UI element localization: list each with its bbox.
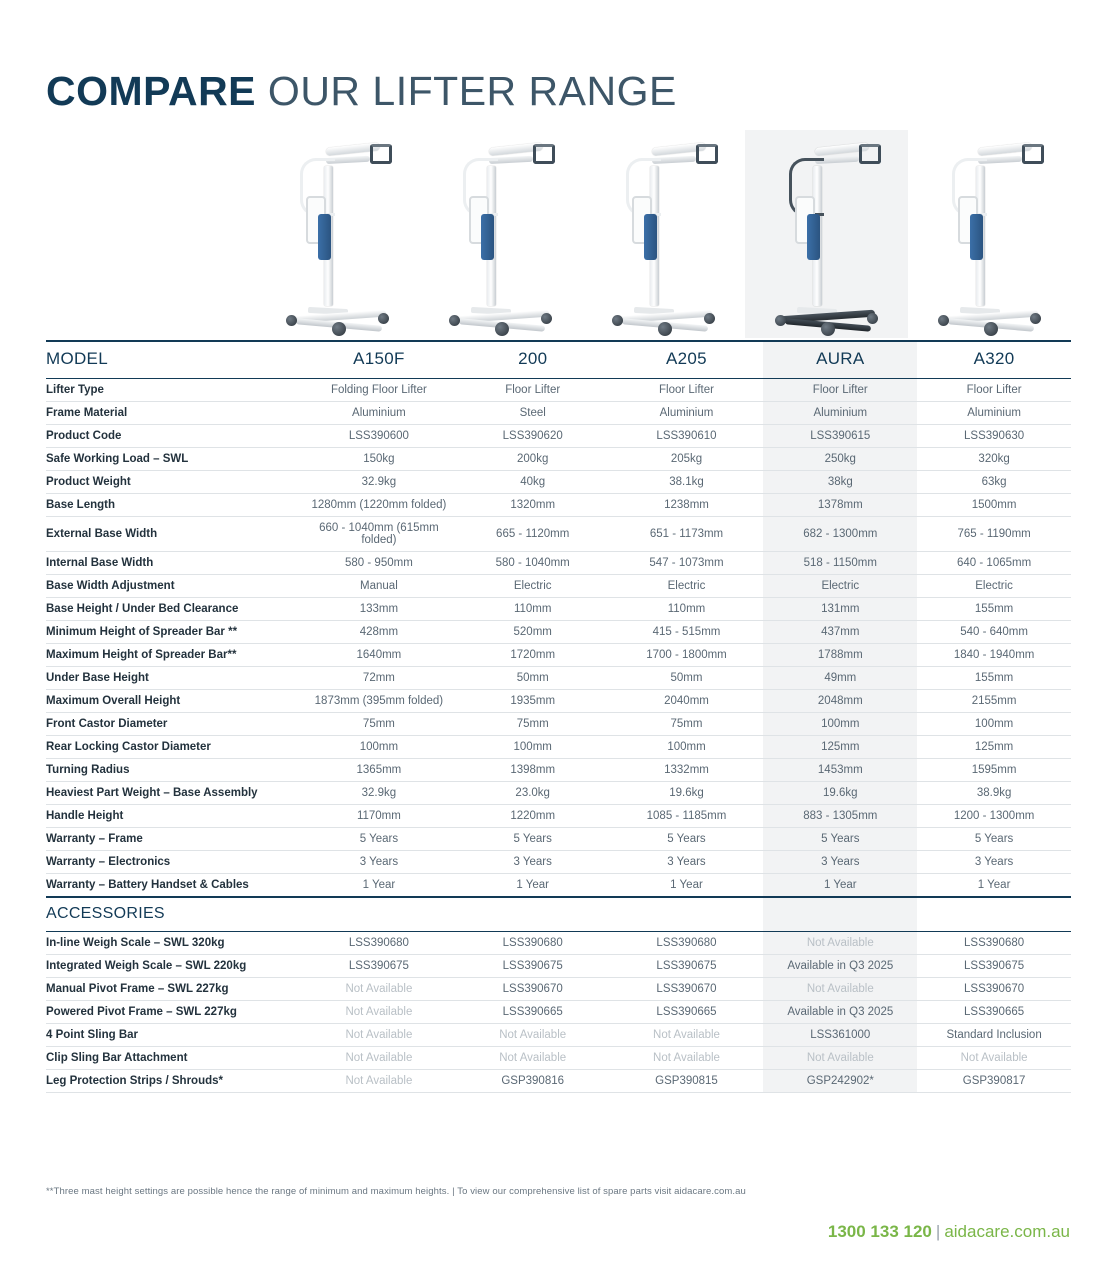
table-row [46, 713, 1071, 736]
table-row [46, 598, 1071, 621]
spec-value: LSS390630 [917, 425, 1071, 448]
spec-value: 38kg [763, 471, 917, 494]
spec-value: 1238mm [610, 494, 764, 517]
spec-value: 100mm [917, 713, 1071, 736]
table-row [46, 425, 1071, 448]
accessory-value: Not Available [456, 1047, 610, 1070]
accessories-title-spacer [763, 897, 917, 932]
accessory-value: LSS390680 [302, 932, 456, 955]
spec-label-frame-material: Frame Material [46, 402, 302, 425]
spec-value: 765 - 1190mm [917, 517, 1071, 552]
header-model-aura: AURA [763, 341, 917, 379]
spec-value: 72mm [302, 667, 456, 690]
spec-value: 660 - 1040mm (615mm folded) [302, 517, 456, 552]
spec-value: 520mm [456, 621, 610, 644]
spec-label-maximum-overall-height: Maximum Overall Height [46, 690, 302, 713]
spec-label-product-weight: Product Weight [46, 471, 302, 494]
table-row [46, 1047, 1071, 1070]
lifter-illustration-icon [767, 136, 887, 336]
spec-value: 3 Years [302, 851, 456, 874]
table-row [46, 805, 1071, 828]
footer-website[interactable]: aidacare.com.au [944, 1222, 1070, 1241]
spec-value: 3 Years [763, 851, 917, 874]
spec-label-warranty-electronics: Warranty – Electronics [46, 851, 302, 874]
table-row [46, 667, 1071, 690]
footer-phone[interactable]: 1300 133 120 [827, 1222, 932, 1241]
accessory-value: Not Available [610, 1024, 764, 1047]
table-row [46, 759, 1071, 782]
accessory-value: LSS390665 [917, 1001, 1071, 1024]
spec-value: 32.9kg [302, 471, 456, 494]
spec-value: 1 Year [610, 874, 764, 898]
spec-value: 665 - 1120mm [456, 517, 610, 552]
page-title [46, 68, 677, 115]
spec-value: 125mm [763, 736, 917, 759]
table-row [46, 932, 1071, 955]
spec-value: 651 - 1173mm [610, 517, 764, 552]
header-model-a205: A205 [610, 341, 764, 379]
spec-label-safe-working-load-swl: Safe Working Load – SWL [46, 448, 302, 471]
spec-value: 1 Year [763, 874, 917, 898]
accessories-title-spacer [917, 897, 1071, 932]
table-row [46, 1001, 1071, 1024]
accessory-value: Standard Inclusion [917, 1024, 1071, 1047]
page-title-light: OUR LIFTER RANGE [256, 68, 677, 114]
table-row [46, 1024, 1071, 1047]
spec-value: Manual [302, 575, 456, 598]
spec-value: Electric [917, 575, 1071, 598]
table-row [46, 690, 1071, 713]
spec-value: 5 Years [917, 828, 1071, 851]
table-row [46, 379, 1071, 402]
spec-value: 5 Years [763, 828, 917, 851]
spec-value: 75mm [456, 713, 610, 736]
spec-value: Aluminium [302, 402, 456, 425]
spec-value: 38.1kg [610, 471, 764, 494]
spec-value: 1085 - 1185mm [610, 805, 764, 828]
spec-label-turning-radius: Turning Radius [46, 759, 302, 782]
spec-value: 49mm [763, 667, 917, 690]
product-image-a150f [256, 130, 419, 338]
spec-label-heaviest-part-weight-base-assembly: Heaviest Part Weight – Base Assembly [46, 782, 302, 805]
spec-value: 200kg [456, 448, 610, 471]
product-image-a320 [908, 130, 1071, 338]
spec-value: Floor Lifter [456, 379, 610, 402]
spec-value: Aluminium [917, 402, 1071, 425]
spec-value: 1500mm [917, 494, 1071, 517]
accessory-label-in-line-weigh-scale-swl-320kg: In-line Weigh Scale – SWL 320kg [46, 932, 302, 955]
product-image-200 [419, 130, 582, 338]
spec-value: 1 Year [302, 874, 456, 898]
spec-label-base-width-adjustment: Base Width Adjustment [46, 575, 302, 598]
spec-value: Aluminium [610, 402, 764, 425]
spec-label-internal-base-width: Internal Base Width [46, 552, 302, 575]
spec-value: 155mm [917, 667, 1071, 690]
spec-value: 100mm [302, 736, 456, 759]
accessories-section-header [46, 897, 1071, 932]
header-model-200: 200 [456, 341, 610, 379]
accessory-value: Not Available [302, 1047, 456, 1070]
accessory-value: LSS390680 [917, 932, 1071, 955]
spec-value: 1595mm [917, 759, 1071, 782]
accessory-label-4-point-sling-bar: 4 Point Sling Bar [46, 1024, 302, 1047]
accessory-value: Not Available [302, 1001, 456, 1024]
spec-value: Folding Floor Lifter [302, 379, 456, 402]
accessory-value: GSP242902* [763, 1070, 917, 1093]
spec-value: 1873mm (395mm folded) [302, 690, 456, 713]
spec-value: LSS390620 [456, 425, 610, 448]
accessory-value: Not Available [917, 1047, 1071, 1070]
spec-value: 110mm [456, 598, 610, 621]
spec-label-lifter-type: Lifter Type [46, 379, 302, 402]
spec-value: 1200 - 1300mm [917, 805, 1071, 828]
table-header-row [46, 341, 1071, 379]
spec-value: 1170mm [302, 805, 456, 828]
spec-value: 19.6kg [610, 782, 764, 805]
spec-value: 1280mm (1220mm folded) [302, 494, 456, 517]
spec-value: 1788mm [763, 644, 917, 667]
spec-value: 150kg [302, 448, 456, 471]
spec-label-rear-locking-castor-diameter: Rear Locking Castor Diameter [46, 736, 302, 759]
spec-value: 2040mm [610, 690, 764, 713]
table-row [46, 851, 1071, 874]
spec-value: 50mm [610, 667, 764, 690]
spec-value: 5 Years [610, 828, 764, 851]
spec-value: 133mm [302, 598, 456, 621]
spec-value: Floor Lifter [917, 379, 1071, 402]
product-image-a205 [582, 130, 745, 338]
accessory-label-integrated-weigh-scale-swl-220kg: Integrated Weigh Scale – SWL 220kg [46, 955, 302, 978]
spec-value: Electric [610, 575, 764, 598]
footer-separator: | [935, 1222, 941, 1241]
table-row [46, 575, 1071, 598]
spec-value: 1220mm [456, 805, 610, 828]
accessory-value: Available in Q3 2025 [763, 1001, 917, 1024]
spec-value: 2048mm [763, 690, 917, 713]
accessory-value: Not Available [763, 1047, 917, 1070]
accessory-value: LSS390680 [610, 932, 764, 955]
accessory-value: LSS390665 [610, 1001, 764, 1024]
accessories-title-spacer [610, 897, 764, 932]
spec-value: LSS390600 [302, 425, 456, 448]
spec-value: LSS390615 [763, 425, 917, 448]
accessory-value: Not Available [302, 1024, 456, 1047]
accessory-value: LSS390670 [456, 978, 610, 1001]
accessory-value: LSS390665 [456, 1001, 610, 1024]
lifter-illustration-icon [930, 136, 1050, 336]
spec-value: 75mm [610, 713, 764, 736]
spec-value: 1378mm [763, 494, 917, 517]
accessory-value: GSP390817 [917, 1070, 1071, 1093]
spec-value: 1453mm [763, 759, 917, 782]
spec-value: 428mm [302, 621, 456, 644]
spec-value: 1935mm [456, 690, 610, 713]
spec-value: 1 Year [917, 874, 1071, 898]
spec-value: 3 Years [917, 851, 1071, 874]
product-image-row [256, 130, 1071, 338]
accessory-value: Not Available [763, 932, 917, 955]
table-row [46, 494, 1071, 517]
spec-value: Floor Lifter [763, 379, 917, 402]
spec-label-external-base-width: External Base Width [46, 517, 302, 552]
spec-value: 100mm [610, 736, 764, 759]
table-row [46, 978, 1071, 1001]
spec-label-minimum-height-of-spreader-bar: Minimum Height of Spreader Bar ** [46, 621, 302, 644]
accessory-value: GSP390816 [456, 1070, 610, 1093]
accessories-title: ACCESSORIES [46, 897, 302, 932]
spec-value: 1 Year [456, 874, 610, 898]
comparison-table-wrapper [46, 340, 1071, 1093]
accessory-value: Not Available [610, 1047, 764, 1070]
table-row [46, 552, 1071, 575]
spec-value: 63kg [917, 471, 1071, 494]
table-row [46, 621, 1071, 644]
spec-value: 5 Years [456, 828, 610, 851]
spec-value: 682 - 1300mm [763, 517, 917, 552]
footnote: **Three mast height settings are possible hence the range of minimum and maximum heights. | To view our comprehensive list of spare parts visit aidacare.com.au [46, 1186, 746, 1197]
spec-value: 1840 - 1940mm [917, 644, 1071, 667]
table-row [46, 448, 1071, 471]
spec-value: 640 - 1065mm [917, 552, 1071, 575]
spec-value: 155mm [917, 598, 1071, 621]
accessory-value: GSP390815 [610, 1070, 764, 1093]
accessory-label-leg-protection-strips-shrouds: Leg Protection Strips / Shrouds* [46, 1070, 302, 1093]
spec-value: 100mm [763, 713, 917, 736]
accessory-value: LSS390680 [456, 932, 610, 955]
spec-label-under-base-height: Under Base Height [46, 667, 302, 690]
spec-value: 437mm [763, 621, 917, 644]
spec-value: 1332mm [610, 759, 764, 782]
spec-value: 125mm [917, 736, 1071, 759]
spec-value: 40kg [456, 471, 610, 494]
accessory-value: LSS390675 [917, 955, 1071, 978]
spec-value: 50mm [456, 667, 610, 690]
header-label-model: MODEL [46, 341, 302, 379]
page-title-bold: COMPARE [46, 68, 257, 114]
spec-value: 5 Years [302, 828, 456, 851]
spec-label-maximum-height-of-spreader-bar: Maximum Height of Spreader Bar** [46, 644, 302, 667]
footer-contact [828, 1222, 1070, 1242]
spec-value: 205kg [610, 448, 764, 471]
spec-value: 38.9kg [917, 782, 1071, 805]
spec-value: Aluminium [763, 402, 917, 425]
header-model-a320: A320 [917, 341, 1071, 379]
accessory-value: LSS390670 [610, 978, 764, 1001]
table-row [46, 644, 1071, 667]
spec-value: Steel [456, 402, 610, 425]
spec-value: 100mm [456, 736, 610, 759]
header-model-a150f: A150F [302, 341, 456, 379]
spec-value: 110mm [610, 598, 764, 621]
lifter-illustration-icon [604, 136, 724, 336]
spec-value: 320kg [917, 448, 1071, 471]
accessory-value: Not Available [456, 1024, 610, 1047]
accessory-value: Not Available [302, 978, 456, 1001]
table-row [46, 874, 1071, 898]
spec-value: 1720mm [456, 644, 610, 667]
accessory-label-clip-sling-bar-attachment: Clip Sling Bar Attachment [46, 1047, 302, 1070]
accessory-label-powered-pivot-frame-swl-227kg: Powered Pivot Frame – SWL 227kg [46, 1001, 302, 1024]
table-row [46, 828, 1071, 851]
spec-value: 415 - 515mm [610, 621, 764, 644]
lifter-illustration-icon [441, 136, 561, 336]
lifter-illustration-icon [278, 136, 398, 336]
spec-value: 1398mm [456, 759, 610, 782]
table-row [46, 517, 1071, 552]
spec-value: 580 - 1040mm [456, 552, 610, 575]
spec-value: 580 - 950mm [302, 552, 456, 575]
spec-value: 23.0kg [456, 782, 610, 805]
spec-value: 540 - 640mm [917, 621, 1071, 644]
spec-value: Electric [456, 575, 610, 598]
accessory-value: LSS390675 [302, 955, 456, 978]
spec-label-handle-height: Handle Height [46, 805, 302, 828]
spec-value: 75mm [302, 713, 456, 736]
accessories-title-spacer [456, 897, 610, 932]
spec-value: 1640mm [302, 644, 456, 667]
accessory-value: LSS361000 [763, 1024, 917, 1047]
spec-value: 3 Years [456, 851, 610, 874]
spec-value: 1320mm [456, 494, 610, 517]
spec-value: 518 - 1150mm [763, 552, 917, 575]
accessory-value: LSS390675 [610, 955, 764, 978]
accessory-value: LSS390675 [456, 955, 610, 978]
accessory-label-manual-pivot-frame-swl-227kg: Manual Pivot Frame – SWL 227kg [46, 978, 302, 1001]
table-row [46, 471, 1071, 494]
spec-value: 32.9kg [302, 782, 456, 805]
spec-value: 131mm [763, 598, 917, 621]
spec-value: 547 - 1073mm [610, 552, 764, 575]
spec-value: Electric [763, 575, 917, 598]
spec-label-front-castor-diameter: Front Castor Diameter [46, 713, 302, 736]
table-row [46, 782, 1071, 805]
spec-value: 3 Years [610, 851, 764, 874]
table-row [46, 736, 1071, 759]
spec-value: 883 - 1305mm [763, 805, 917, 828]
accessory-value: Not Available [302, 1070, 456, 1093]
accessory-value: Not Available [763, 978, 917, 1001]
accessory-value: Available in Q3 2025 [763, 955, 917, 978]
specifications-table [46, 340, 1071, 1093]
spec-label-base-height-under-bed-clearance: Base Height / Under Bed Clearance [46, 598, 302, 621]
spec-value: 250kg [763, 448, 917, 471]
table-row [46, 402, 1071, 425]
spec-label-warranty-frame: Warranty – Frame [46, 828, 302, 851]
spec-label-product-code: Product Code [46, 425, 302, 448]
spec-value: 1365mm [302, 759, 456, 782]
spec-value: 19.6kg [763, 782, 917, 805]
spec-value: LSS390610 [610, 425, 764, 448]
accessories-title-spacer [302, 897, 456, 932]
spec-value: 2155mm [917, 690, 1071, 713]
spec-value: 1700 - 1800mm [610, 644, 764, 667]
accessory-value: LSS390670 [917, 978, 1071, 1001]
spec-label-warranty-battery-handset-cables: Warranty – Battery Handset & Cables [46, 874, 302, 898]
spec-value: Floor Lifter [610, 379, 764, 402]
product-image-aura [745, 130, 908, 338]
table-row [46, 1070, 1071, 1093]
table-row [46, 955, 1071, 978]
spec-label-base-length: Base Length [46, 494, 302, 517]
